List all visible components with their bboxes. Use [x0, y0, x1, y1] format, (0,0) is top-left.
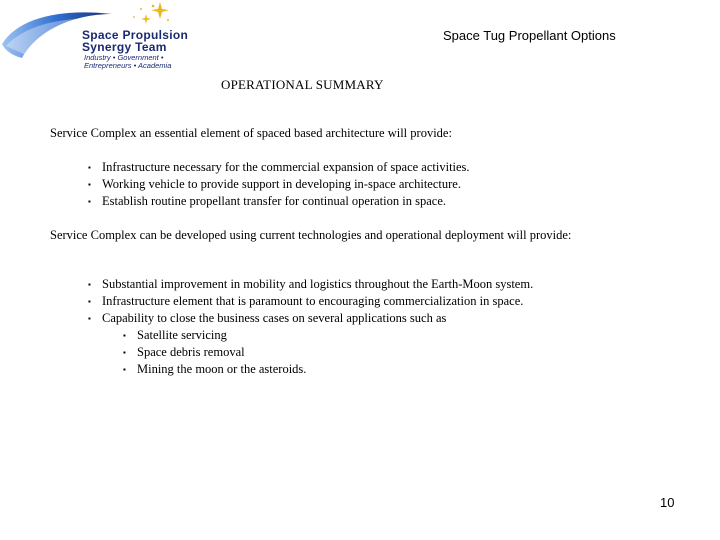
- applications-sub-list: [123, 327, 306, 378]
- list-item: ▪ Space debris removal: [123, 344, 306, 361]
- intro-paragraph: Service Complex an essential element of spaced based architecture will provide:: [50, 126, 452, 140]
- section-title: OPERATIONAL SUMMARY: [221, 77, 384, 92]
- logo-tagline-line2: Entrepreneurs • Academia: [84, 61, 172, 70]
- logo-title-line2: Synergy Team: [82, 40, 167, 54]
- logo: [0, 0, 215, 75]
- page-number: 10: [660, 495, 675, 510]
- provide-bullet-list: [88, 159, 470, 210]
- logo-tagline-line1: Industry • Government •: [84, 53, 164, 62]
- list-item: ▪ Mining the moon or the asteroids.: [123, 361, 306, 378]
- list-item: ▪ Infrastructure element that is paramount to encouraging commercialization in space.: [88, 293, 533, 310]
- development-paragraph: Service Complex can be developed using current technologies and operational deployment will provide:: [50, 228, 572, 242]
- list-item: ▪ Capability to close the business cases on several applications such as: [88, 310, 533, 327]
- list-item: ▪ Establish routine propellant transfer for continual operation in space.: [88, 193, 470, 210]
- list-item: ▪ Working vehicle to provide support in developing in-space architecture.: [88, 176, 470, 193]
- logo-title-line1: Space Propulsion: [82, 28, 189, 42]
- list-item: ▪ Satellite servicing: [123, 327, 306, 344]
- slide-header-title: Space Tug Propellant Options: [443, 28, 616, 43]
- benefits-bullet-list: [88, 276, 533, 327]
- list-item: ▪ Infrastructure necessary for the commercial expansion of space activities.: [88, 159, 470, 176]
- list-item: ▪ Substantial improvement in mobility and logistics throughout the Earth-Moon system.: [88, 276, 533, 293]
